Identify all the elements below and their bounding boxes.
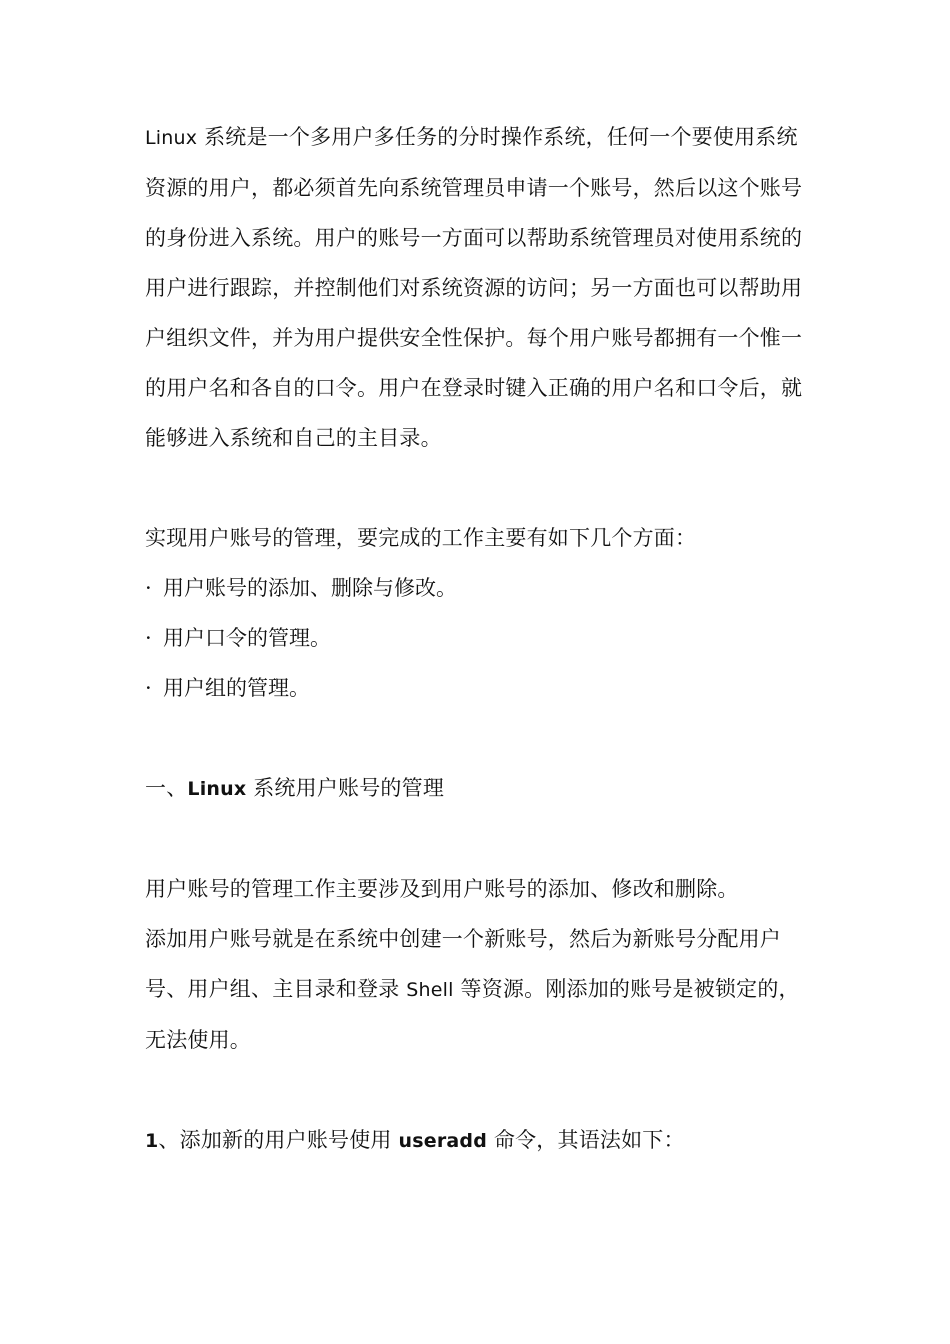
body-paragraph (145, 914, 817, 1065)
body-line: 用户账号的管理工作主要涉及到用户账号的添加、修改和删除。 (145, 877, 739, 901)
section-number: 一、 (145, 776, 188, 800)
step-number: 1 (145, 1130, 159, 1152)
step-text: 、添加新的用户账号使用 (158, 1128, 399, 1152)
body-text: 添加用户账号就是在系统中创建一个新账号，然后为新账号分配用户号、用户组、主目录和登录 (145, 927, 781, 1001)
step-heading (145, 1115, 817, 1166)
task-item-label: 用户组的管理。 (163, 676, 310, 700)
command-name: useradd (398, 1130, 488, 1152)
task-item (145, 663, 817, 713)
intro-text: 系统是一个多用户多任务的分时操作系统，任何一个要使用系统资源的用户，都必须首先向系统管理员申请一个账号，然后以这个账号的身份进入系统。用户的账号一方面可以帮助系统管理员对使用系统的用户进行跟踪，并控制他们对系统资源的访问；另一方面也可以帮助用户组织文件，并为用户提供安全性保护。每个用户账号都拥有一个惟一的用户名和各自的口令。用户在登录时键入正确的用户名和口令后，就能够进入系统和自己的主目录。 (145, 125, 803, 450)
section-heading (145, 763, 817, 814)
task-item (145, 613, 817, 663)
section-title: 系统用户账号的管理 (246, 776, 445, 800)
body-text: 等资源。刚添加的账号是被锁定的，无法使用。 (145, 977, 800, 1052)
shell-word: Shell (406, 979, 454, 1001)
tasks-lead: 实现用户账号的管理，要完成的工作主要有如下几个方面： (145, 526, 697, 550)
bullet-icon: · (145, 626, 152, 650)
spacer (145, 463, 817, 513)
spacer (145, 1065, 817, 1115)
section-linux-word: Linux (187, 778, 247, 800)
intro-paragraph (145, 112, 817, 463)
document-body (145, 112, 817, 1166)
bullet-icon: · (145, 676, 152, 700)
task-item-label: 用户口令的管理。 (163, 626, 331, 650)
task-item (145, 563, 817, 613)
intro-linux-word: Linux (145, 127, 198, 149)
task-item-label: 用户账号的添加、删除与修改。 (163, 576, 457, 600)
step-text: 命令，其语法如下： (487, 1128, 685, 1152)
spacer (145, 713, 817, 763)
bullet-icon: · (145, 576, 152, 600)
spacer (145, 814, 817, 864)
